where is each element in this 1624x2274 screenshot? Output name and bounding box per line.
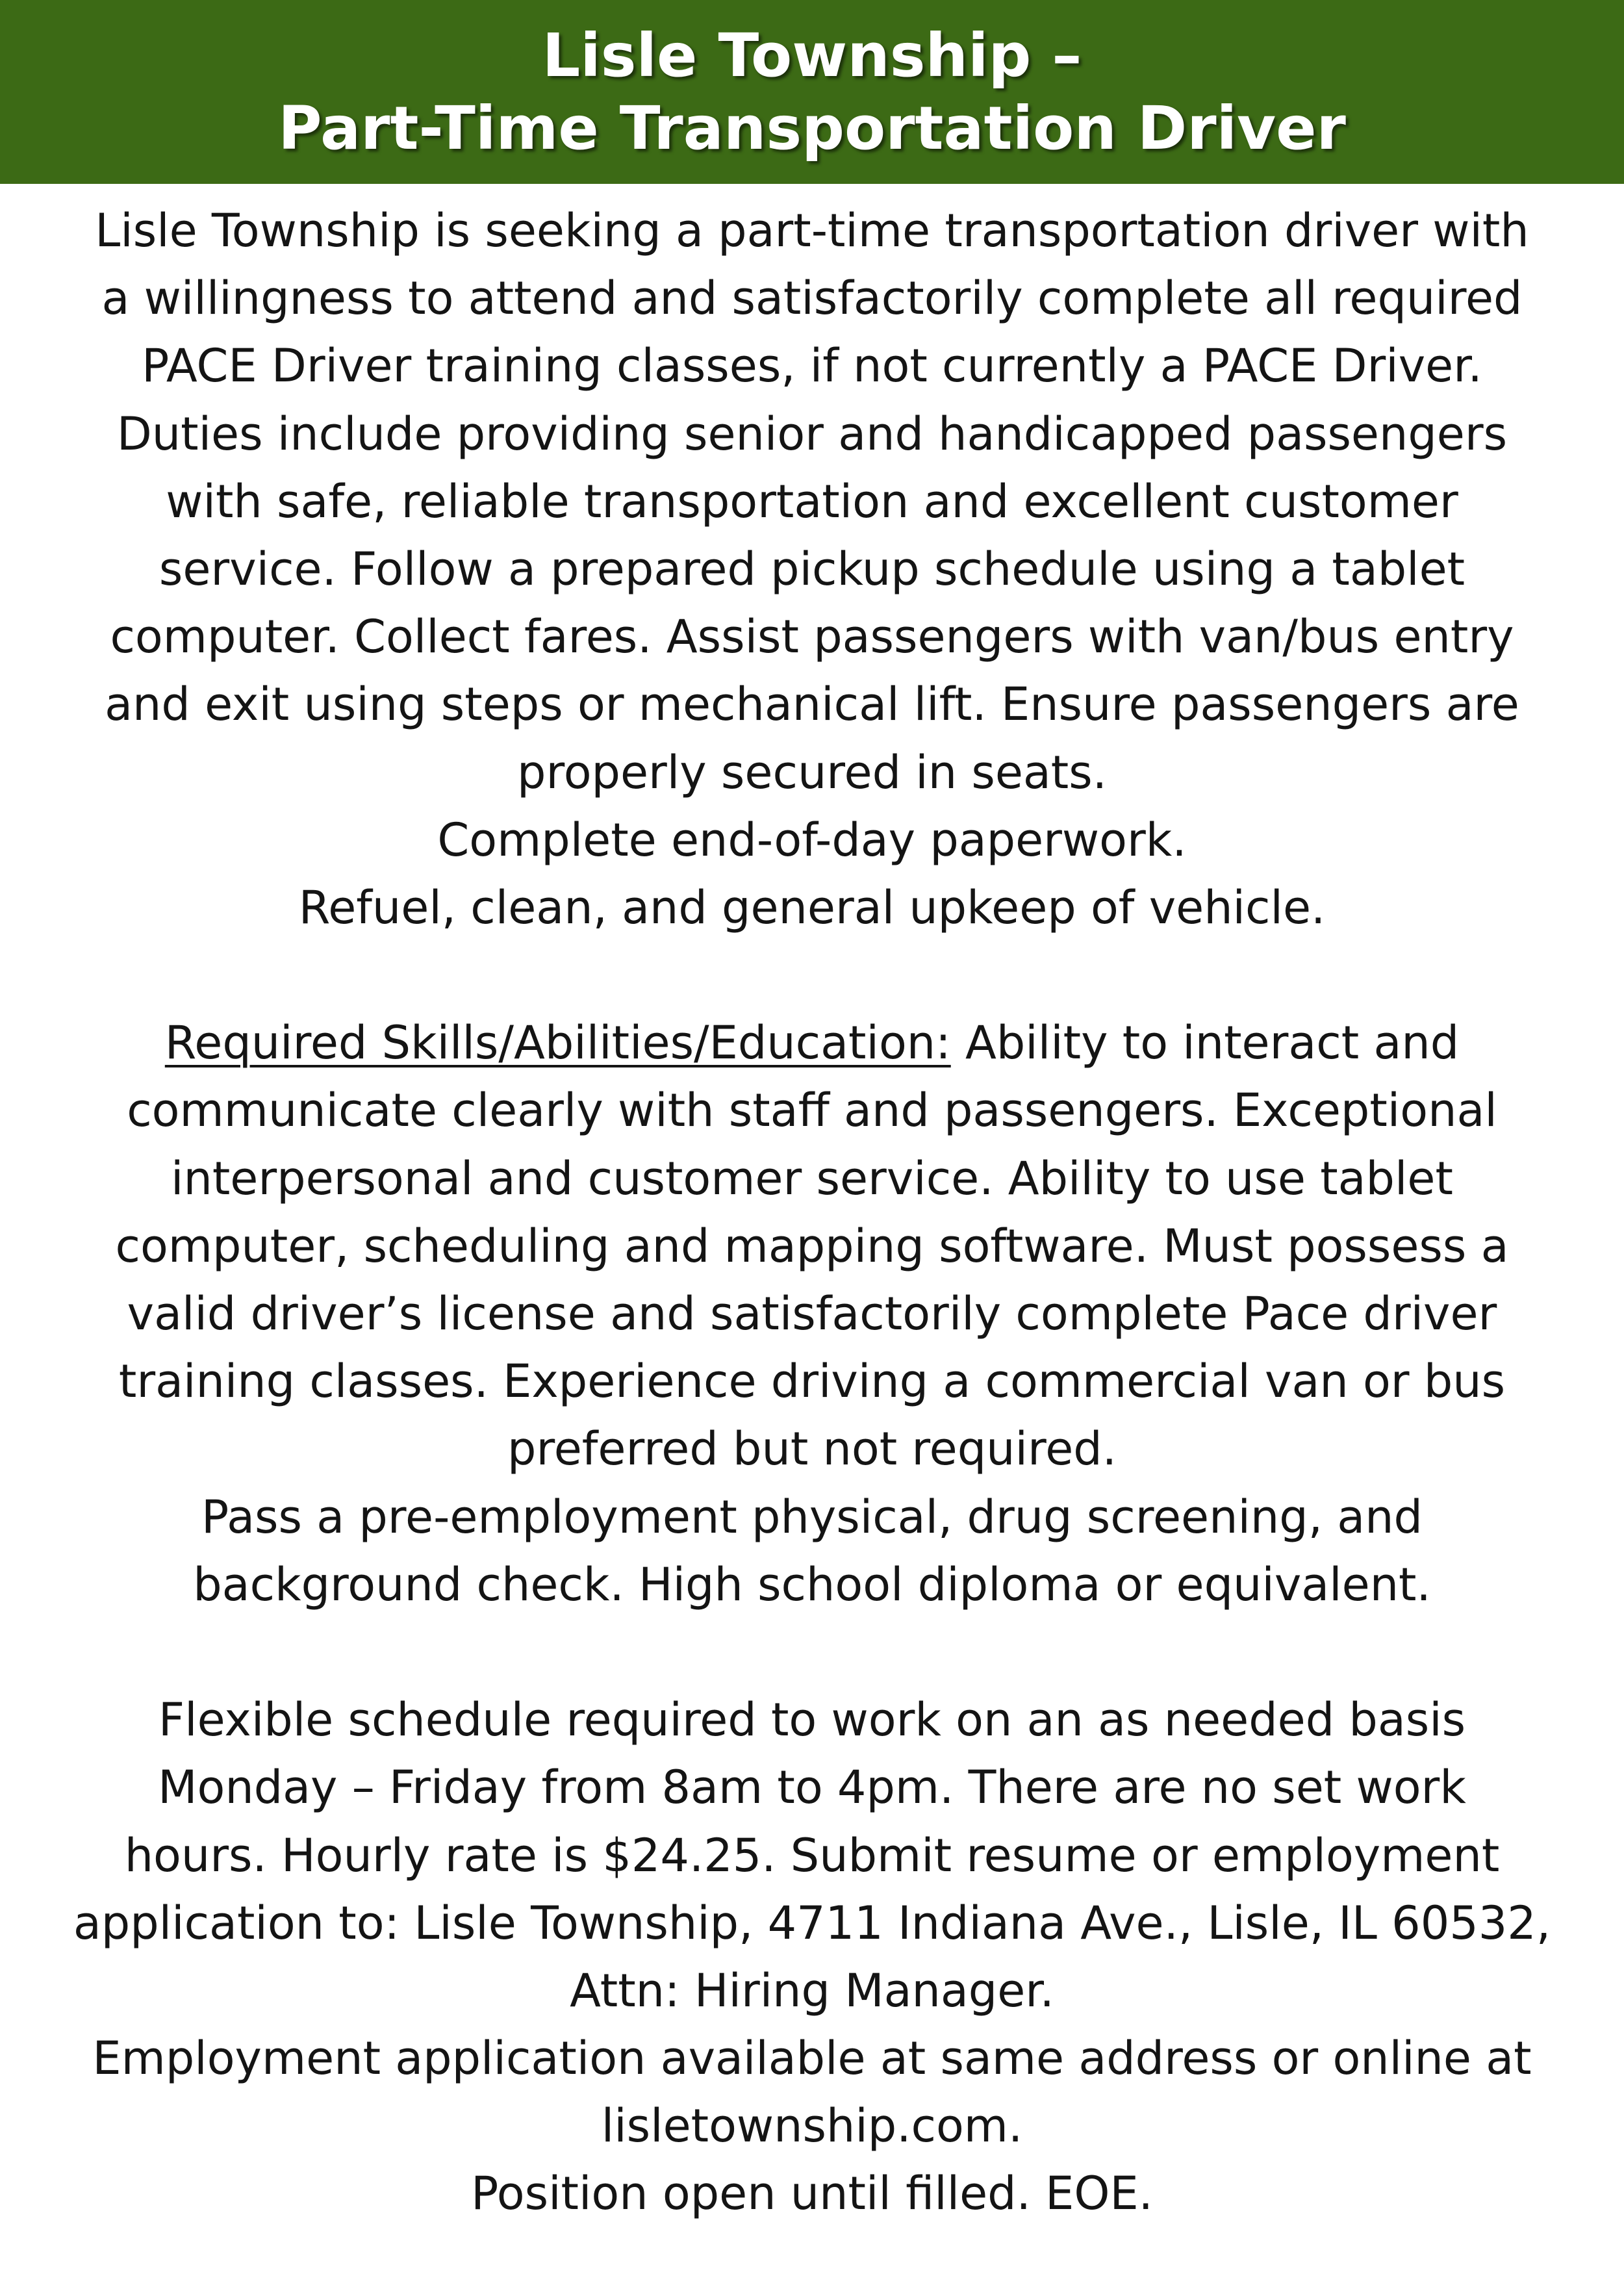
schedule-line: hours. Hourly rate is $24.25. Submit resume or employment — [124, 1828, 1500, 1882]
requirements-first-line-text: Ability to interact and — [950, 1016, 1460, 1070]
spacer — [0, 1618, 1624, 1686]
description-line: and exit using steps or mechanical lift. Ensure passengers are — [105, 678, 1519, 732]
requirements-line: preferred but not required. — [507, 1422, 1117, 1476]
schedule-line: Employment application available at same address or online at — [92, 2032, 1532, 2086]
spacer — [0, 941, 1624, 1009]
schedule-line: Flexible schedule required to work on an as needed basis — [158, 1693, 1466, 1747]
requirements-line: computer, scheduling and mapping software. Must possess a — [115, 1219, 1509, 1273]
description-line: Lisle Township is seeking a part-time transportation driver with — [95, 204, 1529, 257]
requirements-line: interpersonal and customer service. Ability to use tablet — [171, 1151, 1453, 1205]
title-banner — [0, 0, 1624, 184]
requirements-line: training classes. Experience driving a commercial van or bus — [118, 1355, 1506, 1409]
website-line: lisletownship.com. — [601, 2099, 1023, 2153]
description-line: Refuel, clean, and general upkeep of vehicle. — [298, 880, 1326, 934]
requirements-section — [0, 1009, 1624, 1618]
description-line: computer. Collect fares. Assist passengers with van/bus entry — [110, 610, 1514, 664]
schedule-line: Monday – Friday from 8am to 4pm. There are no set work — [158, 1761, 1466, 1815]
requirements-line: background check. High school diploma or equivalent. — [193, 1557, 1431, 1611]
requirements-heading: Required Skills/Abilities/Education: — [164, 1016, 951, 1070]
description-line: a willingness to attend and satisfactorily complete all required — [101, 272, 1523, 326]
description-line: properly secured in seats. — [517, 745, 1107, 799]
schedule-line: Attn: Hiring Manager. — [570, 1963, 1054, 2017]
description-line: with safe, reliable transportation and excellent customer — [166, 474, 1458, 528]
description-line: Complete end-of-day paperwork. — [437, 813, 1187, 867]
title-line-1: Lisle Township – — [542, 20, 1082, 90]
description-section — [0, 197, 1624, 941]
description-line: PACE Driver training classes, if not currently a PACE Driver. — [142, 339, 1482, 393]
requirements-line: valid driver’s license and satisfactorily complete Pace driver — [127, 1287, 1497, 1340]
schedule-line: Position open until filled. EOE. — [471, 2167, 1153, 2221]
description-line: Duties include providing senior and handicapped passengers — [116, 407, 1508, 461]
title-line-2: Part-Time Transportation Driver — [278, 93, 1346, 163]
description-line: service. Follow a prepared pickup schedule using a tablet — [159, 542, 1465, 596]
requirements-line: Pass a pre-employment physical, drug screening, and — [201, 1490, 1423, 1544]
requirements-first-line — [0, 1009, 1624, 1077]
schedule-line: application to: Lisle Township, 4711 Indiana Ave., Lisle, IL 60532, — [73, 1896, 1551, 1950]
requirements-line: communicate clearly with staff and passengers. Exceptional — [127, 1084, 1497, 1138]
posting-body — [0, 197, 1624, 2228]
schedule-section — [0, 1686, 1624, 2228]
